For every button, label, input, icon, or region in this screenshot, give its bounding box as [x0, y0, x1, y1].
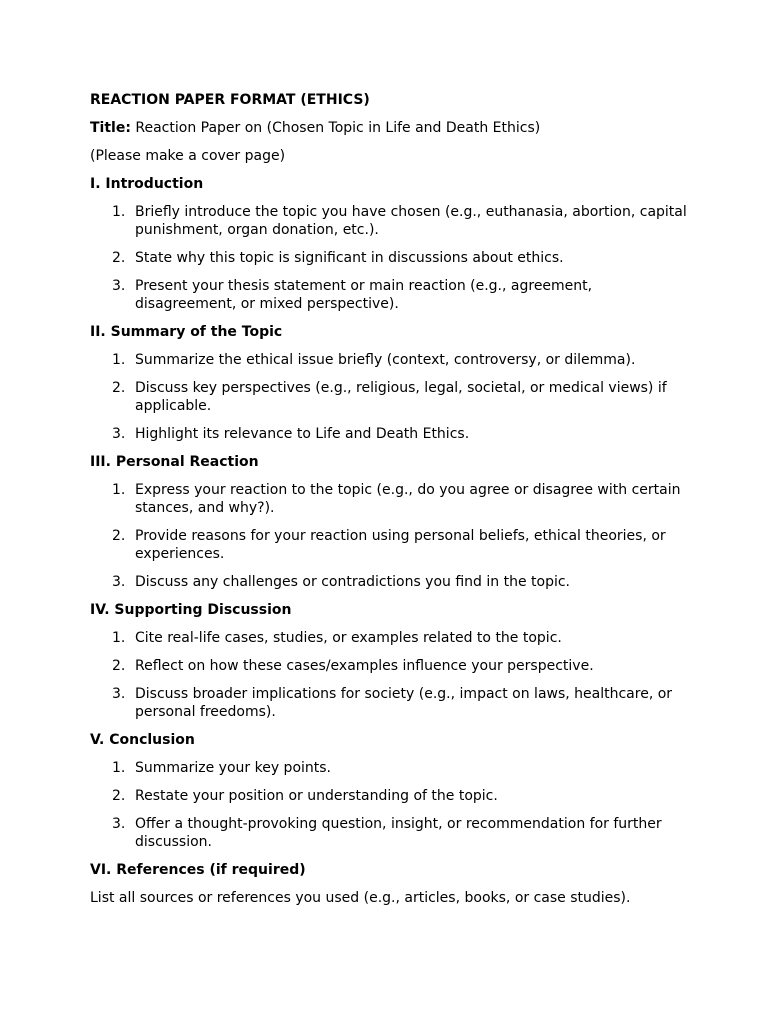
list-item-text: Discuss any challenges or contradictions you find in the topic.	[135, 574, 571, 590]
section-heading: IV. Supporting Discussion	[90, 602, 292, 618]
list-item-text: Express your reaction to the topic (e.g., do you agree or disagree with certain stances, and why?).	[135, 482, 681, 516]
list-item	[90, 249, 690, 267]
section-summary	[90, 323, 690, 443]
list-item-text: Summarize your key points.	[135, 760, 332, 776]
list-number: 2.	[112, 250, 126, 266]
title-value: Reaction Paper on (Chosen Topic in Life and Death Ethics)	[135, 120, 541, 136]
list-number: 2.	[112, 528, 126, 544]
list-item-text: Offer a thought-provoking question, insight, or recommendation for further discussion.	[135, 816, 662, 850]
section-heading: II. Summary of the Topic	[90, 324, 283, 340]
list-item	[90, 573, 690, 591]
list-number: 3.	[112, 278, 126, 294]
section-list	[90, 351, 690, 443]
list-item-text: State why this topic is significant in discussions about ethics.	[135, 250, 564, 266]
list-number: 1.	[112, 204, 126, 220]
list-item	[90, 481, 690, 517]
section-introduction	[90, 175, 690, 313]
list-item-text: Present your thesis statement or main reaction (e.g., agreement, disagreement, or mixed perspective).	[135, 278, 593, 312]
list-item	[90, 787, 690, 805]
cover-page-note: (Please make a cover page)	[90, 148, 286, 164]
list-number: 1.	[112, 760, 126, 776]
list-number: 2.	[112, 788, 126, 804]
list-number: 2.	[112, 658, 126, 674]
section-list	[90, 629, 690, 721]
list-item-text: Highlight its relevance to Life and Death Ethics.	[135, 426, 470, 442]
section-list	[90, 759, 690, 851]
section-list	[90, 203, 690, 313]
list-item-text: Provide reasons for your reaction using personal beliefs, ethical theories, or experiences.	[135, 528, 666, 562]
list-item-text: Briefly introduce the topic you have chosen (e.g., euthanasia, abortion, capital punishment, organ donation, etc.).	[135, 204, 687, 238]
list-item	[90, 527, 690, 563]
list-number: 1.	[112, 482, 126, 498]
list-item	[90, 685, 690, 721]
section-heading: VI. References (if required)	[90, 862, 306, 878]
section-conclusion	[90, 731, 690, 851]
list-item	[90, 277, 690, 313]
list-item	[90, 379, 690, 415]
list-number: 1.	[112, 630, 126, 646]
title-label: Title:	[90, 120, 131, 136]
list-item-text: Cite real-life cases, studies, or examples related to the topic.	[135, 630, 562, 646]
list-item	[90, 629, 690, 647]
section-references	[90, 861, 690, 907]
title-line	[90, 119, 690, 137]
section-heading: III. Personal Reaction	[90, 454, 259, 470]
section-supporting-discussion	[90, 601, 690, 721]
section-list	[90, 481, 690, 591]
list-number: 3.	[112, 574, 126, 590]
list-item-text: Restate your position or understanding of the topic.	[135, 788, 498, 804]
document-heading: REACTION PAPER FORMAT (ETHICS)	[90, 92, 370, 108]
list-item	[90, 815, 690, 851]
list-item-text: Reflect on how these cases/examples influence your perspective.	[135, 658, 594, 674]
section-heading: I. Introduction	[90, 176, 204, 192]
list-item-text: Discuss broader implications for society (e.g., impact on laws, healthcare, or personal freedoms).	[135, 686, 673, 720]
list-item	[90, 657, 690, 675]
section-personal-reaction	[90, 453, 690, 591]
document-body	[90, 91, 690, 917]
list-number: 1.	[112, 352, 126, 368]
list-number: 3.	[112, 816, 126, 832]
list-item	[90, 425, 690, 443]
section-heading: V. Conclusion	[90, 732, 195, 748]
references-paragraph: List all sources or references you used (e.g., articles, books, or case studies).	[90, 890, 631, 906]
list-item	[90, 203, 690, 239]
list-item-text: Summarize the ethical issue briefly (context, controversy, or dilemma).	[135, 352, 636, 368]
list-item	[90, 759, 690, 777]
list-item-text: Discuss key perspectives (e.g., religious, legal, societal, or medical views) if applicable.	[135, 380, 667, 414]
list-number: 3.	[112, 686, 126, 702]
list-number: 3.	[112, 426, 126, 442]
list-number: 2.	[112, 380, 126, 396]
list-item	[90, 351, 690, 369]
